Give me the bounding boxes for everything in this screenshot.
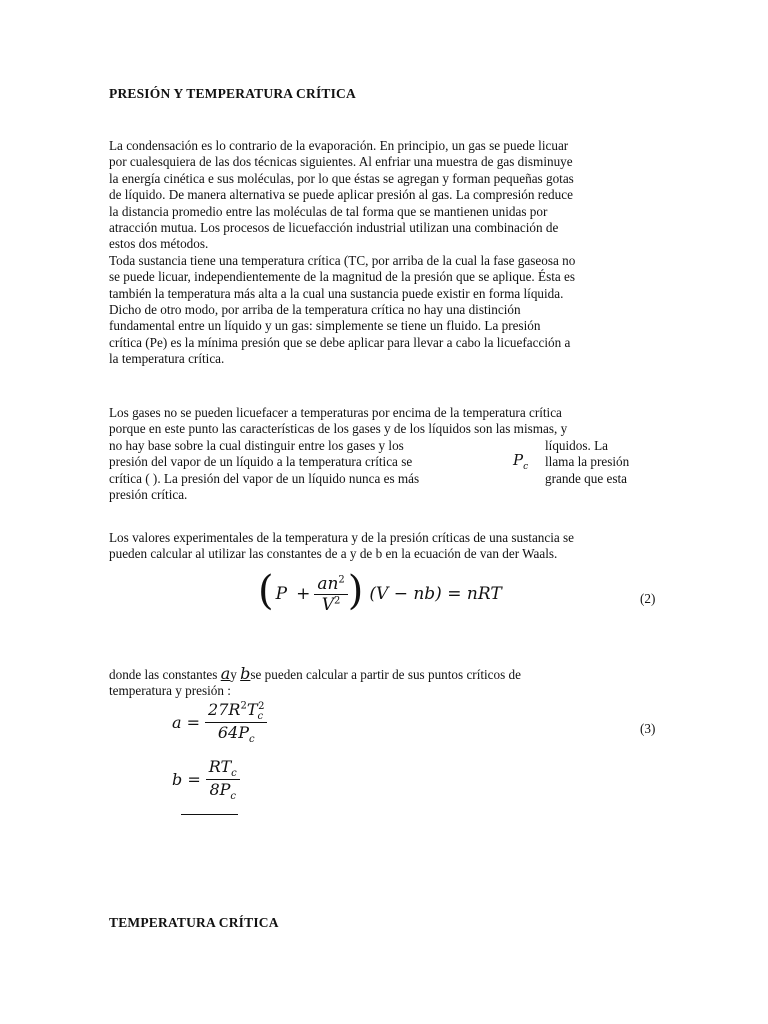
paragraph-gases-right-column bbox=[545, 438, 665, 487]
paragraph-valores-experimentales bbox=[109, 530, 659, 563]
paragraph-condensacion bbox=[109, 138, 659, 368]
text-line: grande que esta bbox=[545, 470, 628, 486]
blank-underline bbox=[181, 814, 238, 815]
text-line: también la temperatura más alta a la cual una sustancia puede existir en forma líquida. bbox=[109, 285, 564, 301]
text-line: porque en este punto las características de los gases y de los líquidos son las mismas, y bbox=[109, 421, 568, 437]
constant-a: a bbox=[220, 664, 231, 683]
text-line: llama la presión bbox=[545, 454, 630, 470]
eq-fraction: $\frac{an^2}{V^2}$ bbox=[314, 574, 347, 615]
text-line: crítica ( ). La presión del vapor de un líquido nunca es más bbox=[109, 470, 420, 486]
eq-right-side: (V − nb) = nRT bbox=[369, 584, 502, 604]
text-line: se puede licuar, independientemente de la magnitud de la presión que se aplique. Ésta es bbox=[109, 269, 575, 285]
eq-lhs: a = bbox=[172, 713, 201, 733]
eq-fraction: $\frac{27R^2T_c^2}{64P_c}$ bbox=[205, 700, 267, 745]
text-line: no hay base sobre la cual distinguir entre los gases y los bbox=[109, 437, 404, 453]
text-line: la distancia promedio entre las moléculas de tal forma que se mantienen unidas por bbox=[109, 203, 548, 219]
constant-b: b bbox=[240, 664, 251, 683]
paren-open: ( bbox=[258, 568, 274, 614]
text-line: Dicho de otro modo, por arriba de la temperatura crítica no hay una distinción bbox=[109, 302, 521, 318]
text-line: Toda sustancia tiene una temperatura crítica (TC, por arriba de la cual la fase gaseosa no bbox=[109, 252, 576, 268]
section-heading-presion-temperatura: PRESIÓN Y TEMPERATURA CRÍTICA bbox=[109, 86, 356, 101]
text-line: atracción mutua. Los procesos de licuefacción industrial utilizan una combinación de bbox=[109, 220, 559, 236]
text-line: pueden calcular al utilizar las constantes de a y de b en la ecuación de van der Waals. bbox=[109, 546, 558, 562]
text-line: de líquido. De manera alternativa se puede aplicar presión al gas. La compresión reduce bbox=[109, 187, 573, 203]
eq-fraction: $\frac{RT_c}{8P_c}$ bbox=[206, 757, 240, 802]
text-line: fundamental entre un líquido y un gas: simplemente se tiene un fluido. La presión bbox=[109, 318, 541, 334]
eq-operator: + bbox=[296, 584, 311, 604]
text-line: presión del vapor de un líquido a la temperatura crítica se bbox=[109, 454, 413, 470]
text-line: donde las constantes ay bse pueden calcular a partir de sus puntos críticos de bbox=[109, 664, 522, 683]
equation-a bbox=[172, 700, 267, 745]
text-line: líquidos. La bbox=[545, 438, 609, 453]
text-line: La condensación es lo contrario de la evaporación. En principio, un gas se puede licuar bbox=[109, 138, 569, 153]
text-line: Los gases no se pueden licuefacer a temperaturas por encima de la temperatura crítica bbox=[109, 405, 562, 420]
text-line: temperatura y presión : bbox=[109, 683, 231, 699]
eq-lhs: b = bbox=[172, 770, 201, 790]
text-line: presión crítica. bbox=[109, 487, 188, 503]
text-line: la temperatura crítica. bbox=[109, 351, 225, 367]
text-line: por cualesquiera de las dos técnicas siguientes. Al enfriar una muestra de gas disminuye bbox=[109, 154, 573, 170]
critical-pressure-symbol: $P_c$ bbox=[513, 451, 529, 472]
paragraph-donde-constantes bbox=[109, 666, 659, 700]
equation-number-2: (2) bbox=[640, 591, 656, 606]
eq-term: P bbox=[275, 584, 288, 604]
equation-b bbox=[172, 757, 240, 802]
equation-number-3: (3) bbox=[640, 721, 656, 736]
equation-van-der-waals bbox=[258, 566, 502, 622]
text-line: Los valores experimentales de la temperatura y de la presión críticas de una sustancia se bbox=[109, 530, 575, 545]
paren-close: ) bbox=[347, 568, 364, 614]
text-line: estos dos métodos. bbox=[109, 236, 209, 252]
text-line: la energía cinética e sus moléculas, por lo que éstas se agregan y forman pequeñas gotas bbox=[109, 170, 574, 186]
section-heading-temperatura-critica: TEMPERATURA CRÍTICA bbox=[109, 915, 279, 930]
text-line: crítica (Pe) es la mínima presión que se debe aplicar para llevar a cabo la licuefacción a bbox=[109, 334, 571, 350]
